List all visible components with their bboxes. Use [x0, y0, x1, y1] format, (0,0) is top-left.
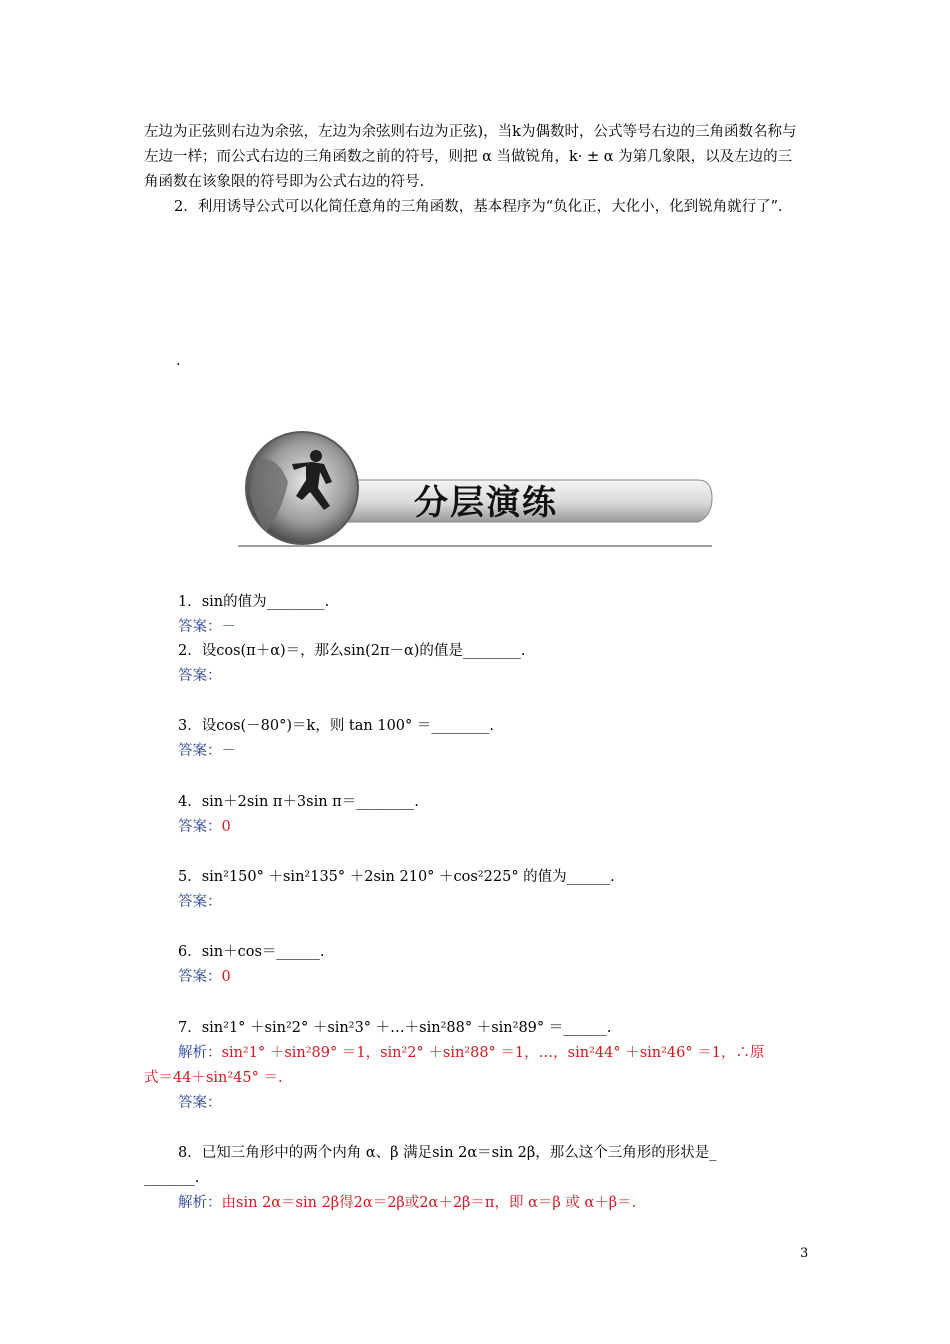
question-4: 4．sin＋2sin π＋3sin π＝________. [178, 794, 419, 810]
answer-6-label: 答案： [178, 969, 222, 985]
intro-paragraph-2: 2．利用诱导公式可以化简任意角的三角函数，基本程序为“负化正，大化小，化到锐角就行了”． [174, 199, 793, 215]
answer-6 [178, 967, 231, 987]
answer-3: 答案：－ [178, 743, 236, 759]
solution-7-line-2: 式＝44＋sin²45° ＝. [144, 1070, 283, 1086]
page-number: 3 [800, 1246, 809, 1261]
stray-dot: . [176, 353, 181, 369]
solution-7-line-1 [178, 1043, 764, 1063]
answer-2: 答案： [178, 668, 222, 684]
question-8-line-1: 8．已知三角形中的两个内角 α、β 满足sin 2α＝sin 2β，那么这个三角形的形状是_ [178, 1145, 717, 1161]
answer-5: 答案： [178, 894, 222, 910]
question-7: 7．sin²1° ＋sin²2° ＋sin²3° ＋…＋sin²88° ＋sin²89° ＝______. [178, 1020, 612, 1036]
solution-7-text: sin²1° ＋sin²89° ＝1，sin²2° ＋sin²88° ＝1，…，sin²44° ＋sin²46° ＝1，∴原 [221, 1045, 765, 1061]
answer-7: 答案： [178, 1095, 222, 1111]
answer-1: 答案：－ [178, 619, 236, 635]
banner-title: 分层演练 [414, 483, 558, 523]
answer-4-value: 0 [221, 819, 231, 835]
answer-4 [178, 817, 231, 837]
section-banner [236, 422, 714, 552]
answer-6-value: 0 [221, 969, 231, 985]
question-1: 1．sin的值为________. [178, 594, 330, 610]
question-2: 2．设cos(π＋α)＝，那么sin(2π－α)的值是________. [178, 643, 526, 659]
answer-4-label: 答案： [178, 819, 222, 835]
question-8-line-2: _______. [144, 1170, 200, 1186]
solution-8-label: 解析： [178, 1195, 222, 1211]
intro-paragraph-1: 左边为正弦则右边为余弦，左边为余弦则右边为正弦)，当k为偶数时，公式等号右边的三角函数名称与左边一样；而公式右边的三角函数之前的符号，则把 α 当做锐角，k· ± α 为第几象限，以及左边的三角函数在该象限的符号即为公式右边的符号. [144, 124, 797, 190]
solution-8-text: 由sin 2α＝sin 2β得2α＝2β或2α＋2β＝π，即 α＝β 或 α＋β＝. [221, 1195, 637, 1211]
question-3: 3．设cos(－80°)＝k，则 tan 100° ＝________. [178, 718, 494, 734]
question-5: 5．sin²150° ＋sin²135° ＋2sin 210° ＋cos²225° 的值为______. [178, 869, 615, 885]
solution-7-label: 解析： [178, 1045, 222, 1061]
solution-8 [178, 1193, 636, 1213]
question-6: 6．sin＋cos＝______. [178, 944, 325, 960]
